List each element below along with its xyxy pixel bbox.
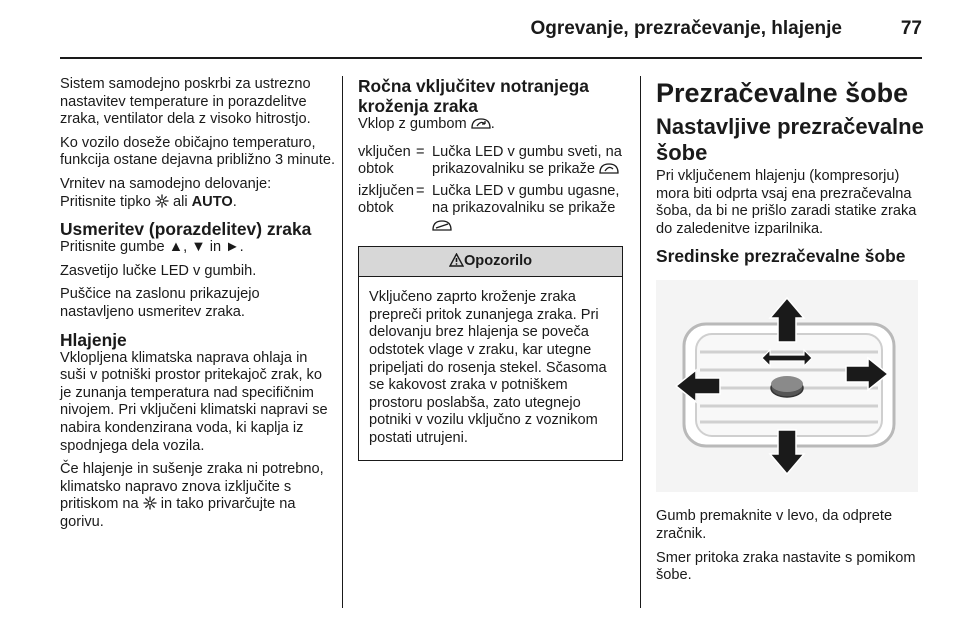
paragraph: Ko vozilo doseže običajno temperaturo, funkcija ostane dejavna približno 3 minute. — [60, 134, 336, 169]
section-heading-cooling: Hlajenje — [60, 329, 127, 350]
text: Vklop z gumbom — [358, 116, 471, 132]
auto-label: AUTO — [191, 193, 233, 210]
column-divider-2 — [640, 76, 641, 608]
paragraph: Gumb premaknite v levo, da odprete zračnik. — [656, 508, 893, 542]
warning-text: Vključeno zaprto kroženje zraka prepreči pritok zunanjega zraka. Pri delovanju brez hlajenja se poveča odstotek vlage v zraku, kar utegne pripeljati do rosenja stekel. Sčasoma se kakovost zraka v potniškem prostoru poslabša, zato utegnejo potniki v vozilu vključno z voznikom postati utrujeni. — [369, 289, 607, 446]
warning-header — [359, 247, 622, 278]
definition-row — [358, 183, 623, 236]
text: . — [232, 193, 237, 210]
column-2 — [358, 76, 623, 461]
text: ali — [168, 193, 192, 210]
paragraph — [358, 116, 623, 134]
warning-label: Opozorilo — [463, 252, 533, 269]
warning-box — [358, 246, 623, 461]
paragraph: Zasvetijo lučke LED v gumbih. — [60, 262, 257, 279]
header-title: Ogrevanje, prezračevanje, hlajenje — [530, 18, 842, 39]
definition-term: izključen obtok — [358, 182, 414, 217]
definition-list — [358, 144, 623, 236]
text: Pritisnite tipko — [60, 193, 155, 210]
recirculation-off-icon — [432, 220, 452, 232]
center-vent-illustration — [656, 280, 918, 492]
paragraph: Vklopljena klimatska naprava ohlaja in suši v potniški prostor pritekajoč zrak, ko je zunanja temperatura nad specifičnim nivojem. Pri vključeni klimatski napravi se nabira kondenzirana voda, ki kaplja iz spodnjega dela vozila. — [60, 349, 328, 454]
paragraph-auto — [60, 176, 336, 211]
definition-desc — [432, 144, 623, 179]
warning-icon — [449, 253, 464, 267]
section-heading-recirculation: Ročna vključitev notranjega kroženja zraka — [358, 76, 589, 116]
text: Lučka LED v gumbu sveti, na prikazovalniku se prikaže — [432, 143, 622, 178]
section-heading-adjustable-vents: Nastavljive prezračevalne šobe — [656, 114, 924, 165]
text: Če hlajenje in sušenje zraka ni potrebno, klimatsko napravo znova izključite s pritiskom na — [60, 461, 324, 513]
paragraph: Pri vključenem hlajenju (kompresorju) mora biti odprta vsaj ena prezračevalna šoba, da bi ne prišlo zaradi statike zraka do zaledenitve izparilnika. — [656, 168, 917, 237]
paragraph-ac-off — [60, 461, 336, 531]
chapter-heading: Prezračevalne šobe — [656, 78, 909, 108]
definition-row — [358, 144, 623, 179]
paragraph: Sistem samodejno poskrbi za ustrezno nastavitev temperature in porazdelitve zraka, ventilator dela z visoko hitrostjo. — [60, 76, 311, 128]
recirculation-on-icon — [599, 163, 619, 175]
header-divider — [60, 57, 922, 59]
vent-diagram — [656, 280, 918, 492]
column-3 — [656, 76, 924, 591]
paragraph: Pritisnite gumbe ▲, ▼ in ►. — [60, 239, 244, 256]
definition-desc — [432, 183, 623, 236]
equals-sign: = — [416, 182, 425, 199]
text: . — [490, 116, 495, 132]
section-heading-air-distribution: Usmeritev (porazdelitev) zraka — [60, 219, 312, 240]
column-divider-1 — [342, 76, 343, 608]
column-1 — [60, 76, 336, 537]
fan-icon — [155, 194, 169, 208]
fan-icon — [143, 496, 157, 510]
recirculation-icon — [471, 118, 491, 130]
paragraph: Puščice na zaslonu prikazujejo nastavljeno usmeritev zraka. — [60, 286, 260, 320]
page-number: 77 — [900, 18, 922, 39]
paragraph: Smer pritoka zraka nastavite s pomikom šobe. — [656, 549, 916, 584]
text: Vrnitev na samodejno delovanje: — [60, 175, 272, 192]
section-heading-center-vents: Sredinske prezračevalne šobe — [656, 246, 906, 267]
equals-sign: = — [416, 143, 425, 160]
text: in tako privarčujte na gorivu. — [60, 496, 296, 530]
definition-term: vključen obtok — [358, 143, 411, 178]
text: Lučka LED v gumbu ugasne, na prikazovalniku se prikaže — [432, 182, 620, 217]
